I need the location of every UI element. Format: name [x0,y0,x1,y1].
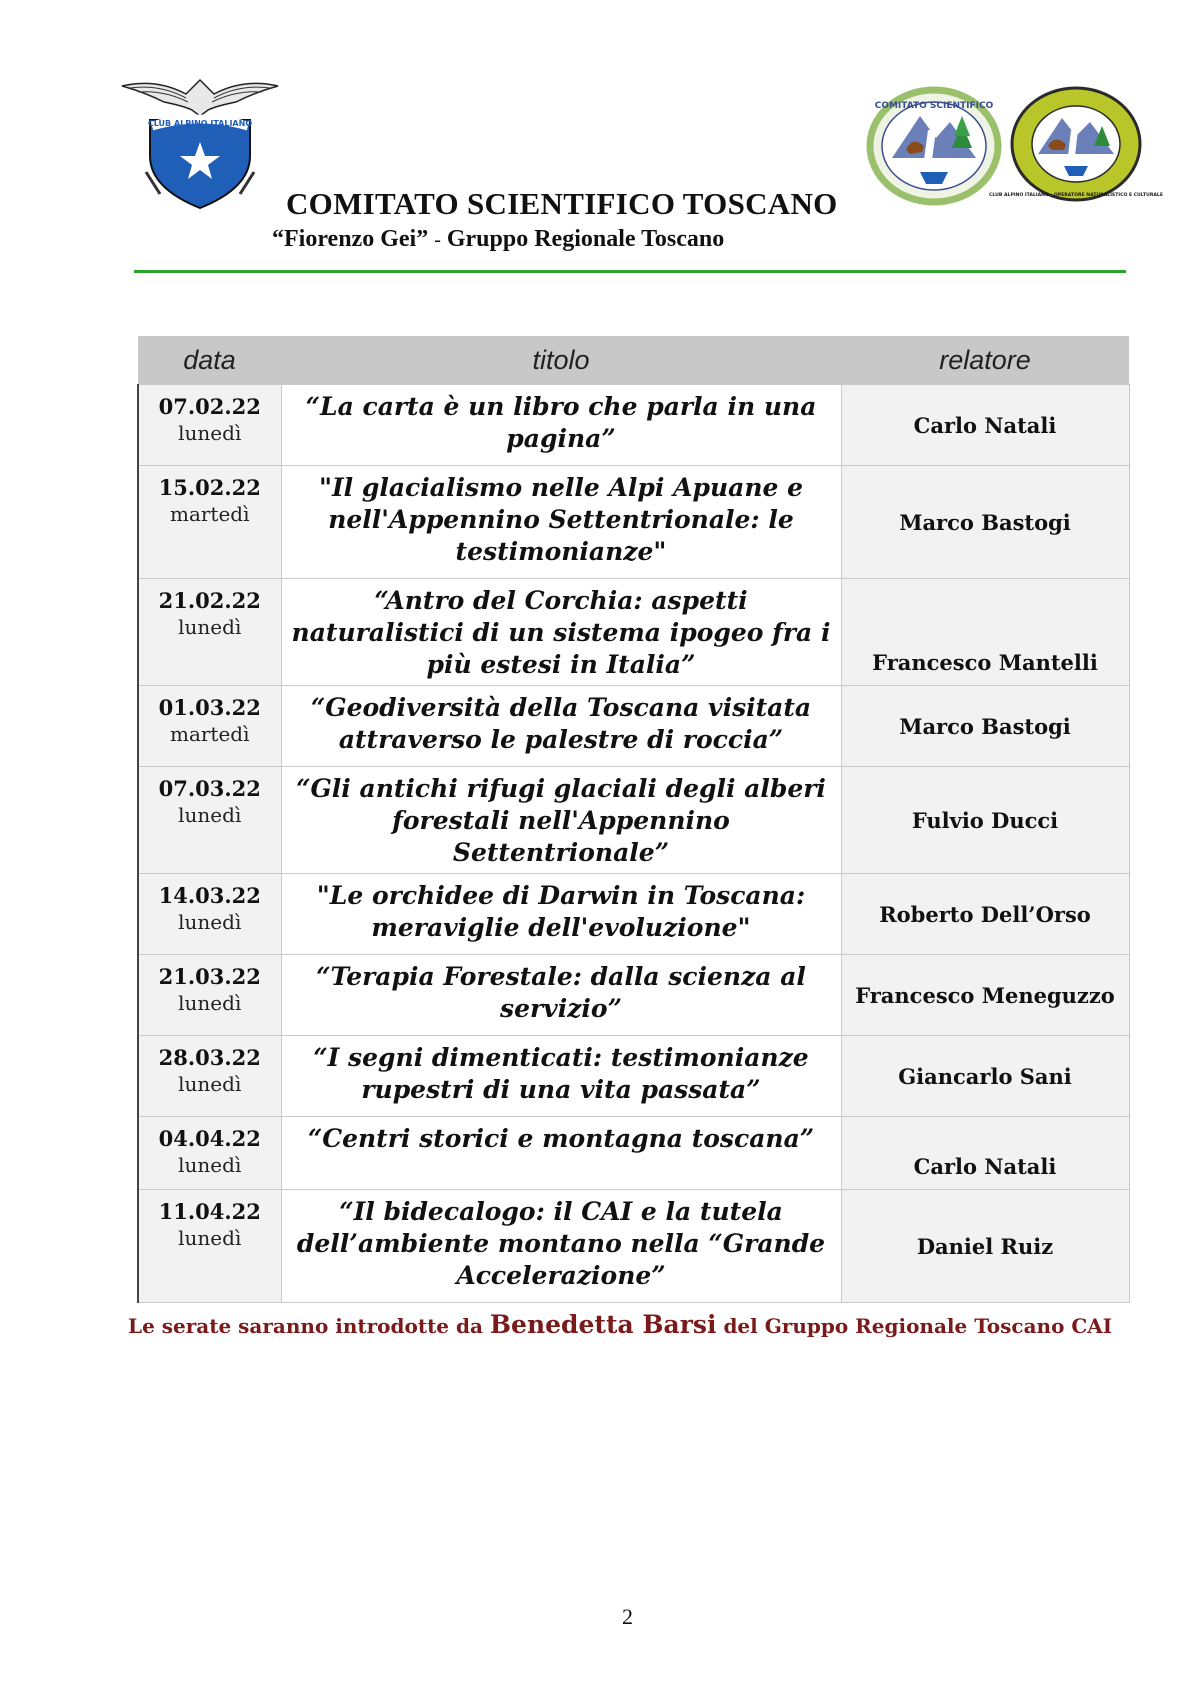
table-row [138,1036,1129,1117]
event-title: “La carta è un libro che parla in una pagina” [281,385,841,466]
event-weekday: lunedì [178,421,242,445]
date-cell [138,1190,281,1303]
event-date: 21.03.22 [158,964,261,989]
event-speaker: Carlo Natali [841,385,1129,466]
event-speaker: Roberto Dell’Orso [841,874,1129,955]
comitato-scientifico-logo [866,86,1002,206]
table-row [138,579,1129,686]
table-row [138,767,1129,874]
subtitle-name: “Fiorenzo Gei” [272,226,429,252]
table-row [138,1190,1129,1303]
event-weekday: lunedì [178,615,242,639]
introduction-note [128,1310,1112,1339]
event-speaker: Francesco Meneguzzo [841,955,1129,1036]
event-date: 14.03.22 [158,883,261,908]
event-weekday: lunedì [178,803,242,827]
table-row [138,1117,1129,1190]
event-speaker: Marco Bastogi [841,466,1129,579]
event-weekday: lunedì [178,1226,242,1250]
event-weekday: lunedì [178,910,242,934]
note-presenter-name: Benedetta Barsi [489,1310,717,1339]
table-row [138,955,1129,1036]
header-divider [134,270,1126,273]
table-row [138,466,1129,579]
event-speaker: Fulvio Ducci [841,767,1129,874]
event-title: "Il glacialismo nelle Alpi Apuane e nell'Appennino Settentrionale: le testimonianze" [281,466,841,579]
event-date: 28.03.22 [158,1045,261,1070]
date-cell [138,767,281,874]
column-header-data: data [138,336,281,385]
event-speaker: Marco Bastogi [841,686,1129,767]
schedule-table [137,336,1130,1303]
operatore-logo-text: CLUB ALPINO ITALIANO · OPERATORE NATURALISTICO E CULTURALE [989,193,1163,198]
event-date: 11.04.22 [158,1199,261,1224]
date-cell [138,874,281,955]
event-date: 07.03.22 [158,776,261,801]
table-header-row [138,336,1129,385]
column-header-titolo: titolo [281,336,841,385]
date-cell [138,686,281,767]
date-cell [138,466,281,579]
event-title: “Il bidecalogo: il CAI e la tutela dell’ambiente montano nella “Grande Accelerazione” [281,1190,841,1303]
event-speaker: Giancarlo Sani [841,1036,1129,1117]
date-cell [138,955,281,1036]
subtitle-group: Gruppo Regionale Toscano [446,226,725,252]
table-row [138,874,1129,955]
operatore-naturalistico-logo [989,84,1163,204]
subtitle-dash: - [434,229,441,251]
event-title: “Centri storici e montagna toscana” [281,1117,841,1190]
table-row [138,686,1129,767]
page-subtitle [272,226,724,253]
cai-logo-text: CLUB ALPINO ITALIANO [147,119,253,128]
event-title: “Antro del Corchia: aspetti naturalistici di un sistema ipogeo fra i più estesi in Italia” [281,579,841,686]
note-text-start: Le serate saranno introdotte da [128,1314,490,1338]
date-cell [138,1117,281,1190]
table-row [138,385,1129,466]
cai-eagle-logo [116,76,284,212]
event-date: 04.04.22 [158,1126,261,1151]
event-weekday: lunedì [178,1072,242,1096]
page-title: COMITATO SCIENTIFICO TOSCANO [286,186,838,221]
event-date: 21.02.22 [158,588,261,613]
comitato-logo-text: COMITATO SCIENTIFICO [874,101,994,111]
page-number: 2 [622,1604,633,1629]
event-date: 15.02.22 [158,475,261,500]
column-header-relatore: relatore [841,336,1129,385]
event-weekday: martedì [169,722,250,746]
event-speaker: Daniel Ruiz [841,1190,1129,1303]
event-weekday: martedì [169,502,250,526]
date-cell [138,385,281,466]
event-weekday: lunedì [178,991,242,1015]
date-cell [138,1036,281,1117]
event-title: “I segni dimenticati: testimonianze rupestri di una vita passata” [281,1036,841,1117]
event-speaker: Francesco Mantelli [841,579,1129,686]
event-weekday: lunedì [178,1153,242,1177]
event-date: 07.02.22 [158,394,261,419]
note-text-end: del Gruppo Regionale Toscano CAI [716,1314,1113,1338]
event-speaker: Carlo Natali [841,1117,1129,1190]
event-title: “Terapia Forestale: dalla scienza al servizio” [281,955,841,1036]
event-date: 01.03.22 [158,695,261,720]
date-cell [138,579,281,686]
event-title: "Le orchidee di Darwin in Toscana: meraviglie dell'evoluzione" [281,874,841,955]
event-title: “Gli antichi rifugi glaciali degli alberi forestali nell'Appennino Settentrionale” [281,767,841,874]
event-title: “Geodiversità della Toscana visitata attraverso le palestre di roccia” [281,686,841,767]
